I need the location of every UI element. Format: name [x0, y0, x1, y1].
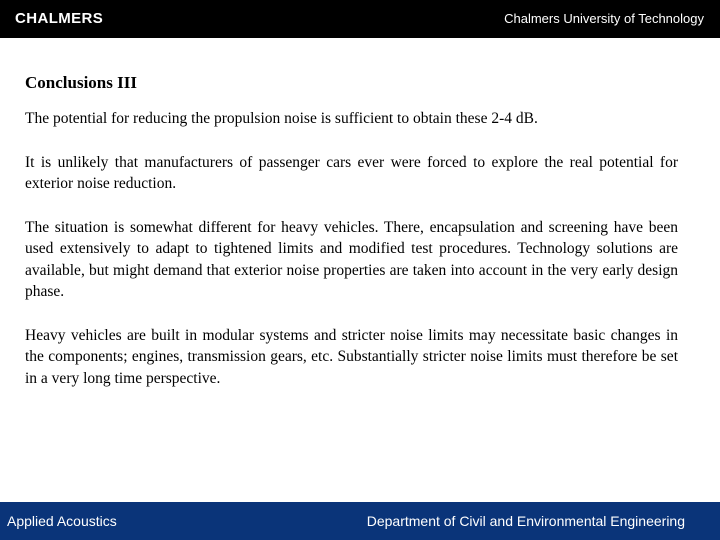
paragraph-1: The potential for reducing the propulsion noise is sufficient to obtain these 2-4 dB. — [25, 110, 538, 127]
slide-title: Conclusions III — [25, 73, 137, 92]
chalmers-logo: CHALMERS — [15, 10, 104, 27]
paragraph-2: It is unlikely that manufacturers of passenger cars ever were forced to explore the real potential for exterior noise reduction. — [25, 153, 678, 192]
header-bar — [0, 0, 720, 38]
paragraph-3: The situation is somewhat different for heavy vehicles. There, encapsulation and screening have been used extensively to adapt to tightened limits and modified test procedures. Technology solutions are available, but might demand that exterior noise properties are taken into account in the very early design phase. — [25, 218, 678, 300]
footer-bar — [0, 502, 720, 540]
institution-name: Chalmers University of Technology — [504, 11, 704, 26]
slide-content — [25, 72, 678, 411]
paragraph-4: Heavy vehicles are built in modular systems and stricter noise limits may necessitate basic changes in the components; engines, transmission gears, etc. Substantially stricter noise limits must therefore be set in a very long time perspective. — [25, 326, 678, 387]
footer-department-right: Department of Civil and Environmental Engineering — [366, 513, 685, 529]
footer-department-left: Applied Acoustics — [7, 513, 117, 529]
